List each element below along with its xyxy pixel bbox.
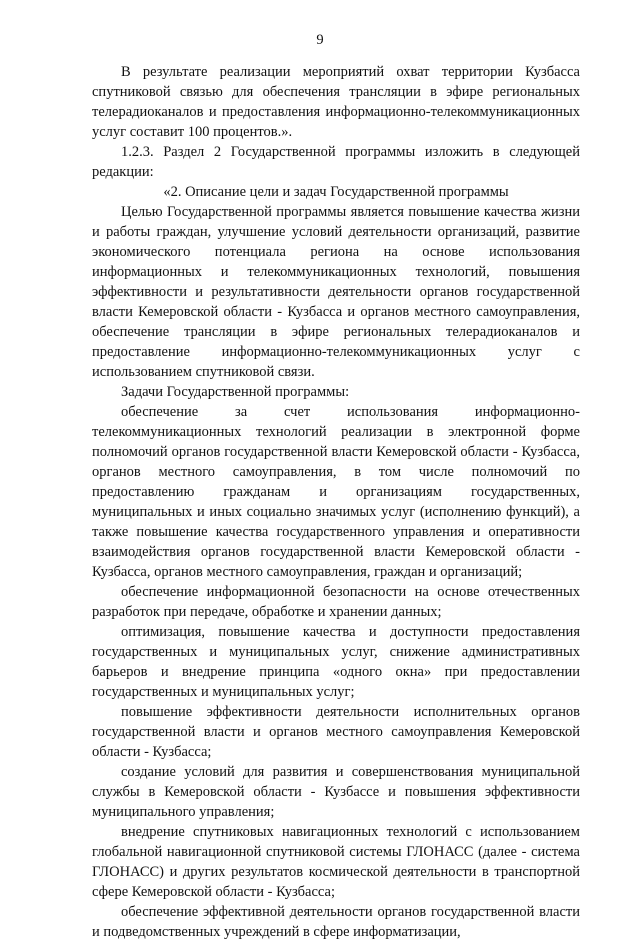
task-item-informatization-bodies: обеспечение эффективной деятельности органов государственной власти и подведомственных учреждений в сфере информатизации, <box>92 904 580 940</box>
section-heading: «2. Описание цели и задач Государственной программы <box>163 184 509 200</box>
paragraph-amendment-1-2-3: 1.2.3. Раздел 2 Государственной программы изложить в следующей редакции: <box>92 144 580 180</box>
task-item-egov-services: обеспечение за счет использования информационно-телекоммуникационных технологий реализации в электронной форме полномочий органов государственной власти Кемеровской области - Кузбасса, органов местного самоуправления, в том числе полномочий по предоставлению гражданам и организациям государственных, муниципальных и иных социально значимых услуг (исполнению функций), а также повышение качества государственного управления и оперативности взаимодействия органов государственной власти Кемеровской области - Кузбасса, органов местного самоуправления, граждан и организаций; <box>92 404 580 580</box>
task-item-glonass-navigation: внедрение спутниковых навигационных технологий с использованием глобальной навигационной спутниковой системы ГЛОНАСС (далее - система ГЛОНАСС) и других результатов космической деятельности в транспортной сфере Кемеровской области - Кузбасса; <box>92 824 580 900</box>
page-number: 9 <box>316 32 324 48</box>
task-item-service-optimization: оптимизация, повышение качества и доступности предоставления государственных и муниципальных услуг, снижение административных барьеров и внедрение принципа «одного окна» при предоставлении государственных и муниципальных услуг; <box>92 624 580 700</box>
paragraph-result-coverage: В результате реализации мероприятий охват территории Кузбасса спутниковой связью для обеспечения трансляции в эфире региональных телерадиоканалов и предоставления информационно-телекоммуникационных услуг составит 100 процентов.». <box>92 64 580 140</box>
document-body <box>92 62 580 942</box>
task-item-information-security: обеспечение информационной безопасности на основе отечественных разработок при передаче, обработке и хранении данных; <box>92 584 580 620</box>
task-item-executive-efficiency: повышение эффективности деятельности исполнительных органов государственной власти и органов местного самоуправления Кемеровской области - Кузбасса; <box>92 704 580 760</box>
paragraph-program-goal: Целью Государственной программы является повышение качества жизни и работы граждан, улучшение условий деятельности организаций, развитие экономического потенциала региона на основе использования информационных и телекоммуникационных технологий, повышения эффективности и результативности деятельности органов государственной власти Кемеровской области - Кузбасса и органов местного самоуправления, обеспечение трансляции в эфире региональных телерадиоканалов и предоставление информационно-телекоммуникационных услуг с использованием спутниковой связи. <box>92 204 580 380</box>
task-item-municipal-service: создание условий для развития и совершенствования муниципальной службы в Кемеровской области - Кузбассе и повышения эффективности муниципального управления; <box>92 764 580 820</box>
paragraph-tasks-intro: Задачи Государственной программы: <box>121 384 350 400</box>
